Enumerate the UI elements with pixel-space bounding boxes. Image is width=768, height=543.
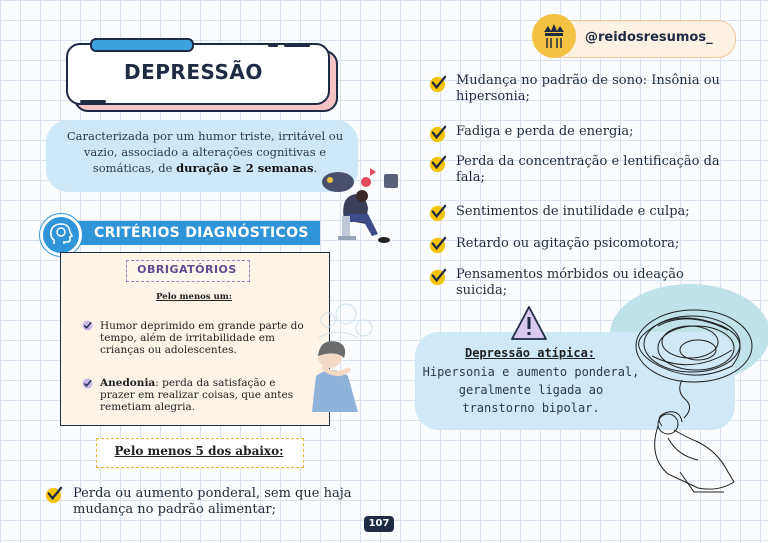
criteria-header-title: CRITÉRIOS DIAGNÓSTICOS — [94, 225, 309, 241]
check-icon — [82, 320, 93, 331]
criterion-concentration: Perda da concentração e lentificação da fala; — [456, 154, 720, 185]
title-tab-decoration — [90, 38, 194, 52]
social-handle: @reidosresumos_ — [585, 30, 713, 45]
check-icon — [428, 235, 447, 254]
check-icon — [428, 74, 447, 93]
mandatory-label: OBRIGATÓRIOS — [137, 263, 237, 276]
definition-text: Caracterizada por um humor triste, irritável ou vazio, associado a alterações cognitivas e somáticas, de duração ≥ 2 semanas. — [66, 129, 344, 175]
title-dash-decoration — [284, 44, 310, 47]
check-icon — [428, 203, 447, 222]
check-icon — [428, 154, 447, 173]
page-title: DEPRESSÃO — [124, 60, 263, 84]
title-dash-decoration — [268, 44, 278, 47]
atypical-depression-text: Hipersonia e aumento ponderal, geralmente ligada ao transtorno bipolar. — [422, 365, 640, 415]
criterion-worthlessness: Sentimentos de inutilidade e culpa; — [456, 204, 690, 219]
title-dash-decoration — [80, 100, 106, 103]
criterion-psychomotor: Retardo ou agitação psicomotora; — [456, 236, 680, 251]
anxious-person-scribble-illustration — [622, 296, 768, 504]
criterion-fatigue: Fadiga e perda de energia; — [456, 124, 634, 139]
crown-logo-icon — [532, 14, 576, 58]
criterion-weight-change: Perda ou aumento ponderal, sem que haja mudança no padrão alimentar; — [73, 486, 352, 517]
warning-icon — [510, 305, 548, 341]
mandatory-item-depressed-mood: Humor deprimido em grande parte do tempo, além de irritabilidade em crianças ou adolescentes. — [100, 320, 304, 356]
at-least-five-label: Pelo menos 5 dos abaixo: — [114, 444, 284, 458]
check-icon — [82, 378, 93, 389]
sad-woman-illustration — [298, 298, 382, 424]
page-number: 107 — [364, 516, 394, 532]
atypical-depression-title: Depressão atípica: — [464, 346, 596, 360]
mandatory-item-anhedonia: Anedonia: perda da satisfação e prazer em realizar coisas, que antes remetiam alegria. — [100, 377, 294, 413]
sad-person-illustration — [316, 164, 408, 250]
check-icon — [428, 124, 447, 143]
head-brain-icon — [40, 214, 82, 256]
criterion-suicidal-thoughts: Pensamentos mórbidos ou ideação suicida; — [456, 267, 684, 298]
criterion-sleep-change: Mudança no padrão de sono: Insônia ou hipersonia; — [456, 73, 720, 104]
check-icon — [44, 485, 63, 504]
check-icon — [428, 267, 447, 286]
at-least-one-label: Pelo menos um: — [156, 292, 232, 302]
